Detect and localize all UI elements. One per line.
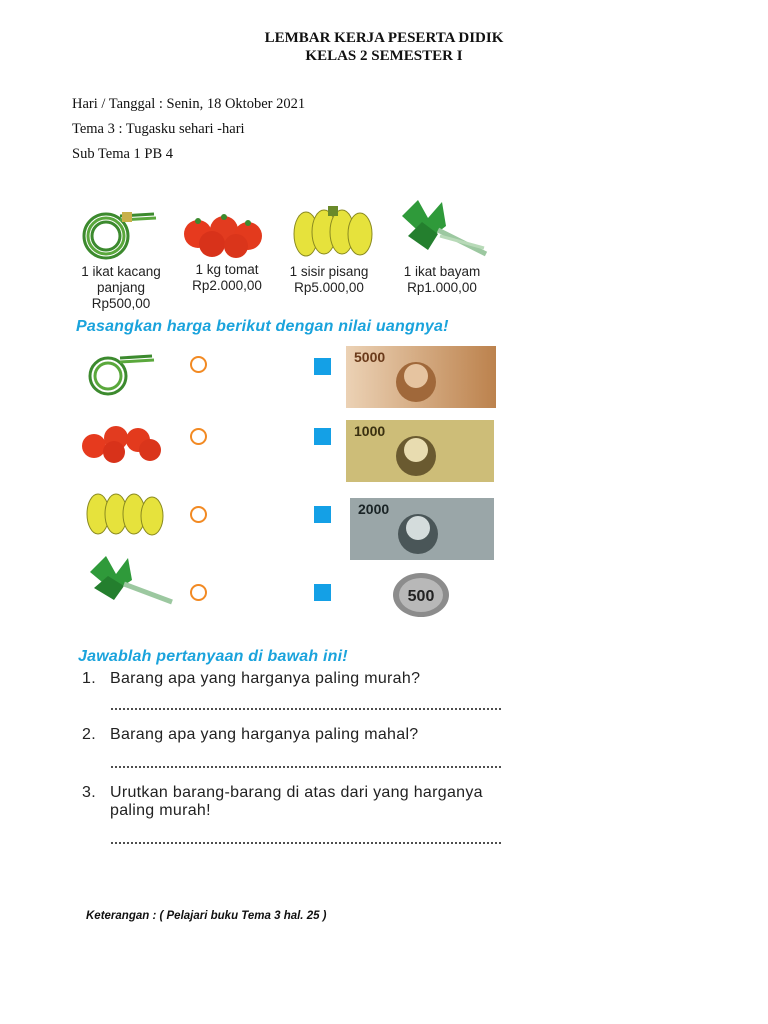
note-text: Keterangan : ( Pelajari buku Tema 3 hal. 25 ) [86, 910, 327, 922]
coin-500-label: 500 [407, 588, 435, 605]
match-square-1[interactable] [314, 358, 331, 375]
questions-heading: Jawablah pertanyaan di bawah ini! [78, 648, 348, 665]
match-circle-3[interactable] [190, 506, 207, 523]
long-beans-icon [86, 352, 156, 396]
title-line-2: KELAS 2 SEMESTER I [305, 48, 463, 64]
banknote-2000-icon [350, 498, 494, 560]
banana-icon [290, 204, 378, 260]
theme-line: Tema 3 : Tugasku sehari -hari [72, 121, 245, 137]
banknote-5000-icon [346, 346, 496, 408]
match-circle-1[interactable] [190, 356, 207, 373]
answer-line-2[interactable] [110, 764, 502, 770]
long-beans-icon [80, 206, 160, 262]
question-3: 3. Urutkan barang-barang di atas dari yang harganya paling murah! [82, 784, 483, 819]
question-1: 1. Barang apa yang harganya paling murah? [82, 670, 421, 687]
caption-long-beans: 1 ikat kacang panjang Rp500,00 [81, 264, 161, 311]
match-square-4[interactable] [314, 584, 331, 601]
tomato-icon [180, 212, 268, 258]
banknote-1000-label: 1000 [354, 423, 386, 439]
match-square-2[interactable] [314, 428, 331, 445]
spinach-icon [88, 554, 176, 606]
coin-500-icon [392, 572, 450, 618]
banknote-2000-label: 2000 [358, 501, 390, 517]
match-square-3[interactable] [314, 506, 331, 523]
banknote-1000-icon [346, 420, 494, 482]
title-line-1: LEMBAR KERJA PESERTA DIDIK [264, 30, 504, 46]
spinach-icon [398, 196, 490, 258]
matching-instruction: Pasangkan harga berikut dengan nilai uangnya! [76, 318, 449, 335]
banana-icon [84, 488, 174, 540]
match-circle-2[interactable] [190, 428, 207, 445]
question-2: 2. Barang apa yang harganya paling mahal? [82, 726, 419, 743]
answer-line-1[interactable] [110, 706, 502, 712]
caption-spinach: 1 ikat bayam Rp1.000,00 [403, 264, 481, 295]
match-circle-4[interactable] [190, 584, 207, 601]
caption-tomato: 1 kg tomat Rp2.000,00 [192, 262, 262, 293]
answer-line-3[interactable] [110, 840, 502, 846]
subtheme-line: Sub Tema 1 PB 4 [72, 146, 174, 162]
banknote-5000-label: 5000 [354, 349, 386, 365]
date-line: Hari / Tanggal : Senin, 18 Oktober 2021 [72, 96, 306, 112]
caption-banana: 1 sisir pisang Rp5.000,00 [289, 264, 369, 295]
tomato-icon [80, 424, 164, 462]
